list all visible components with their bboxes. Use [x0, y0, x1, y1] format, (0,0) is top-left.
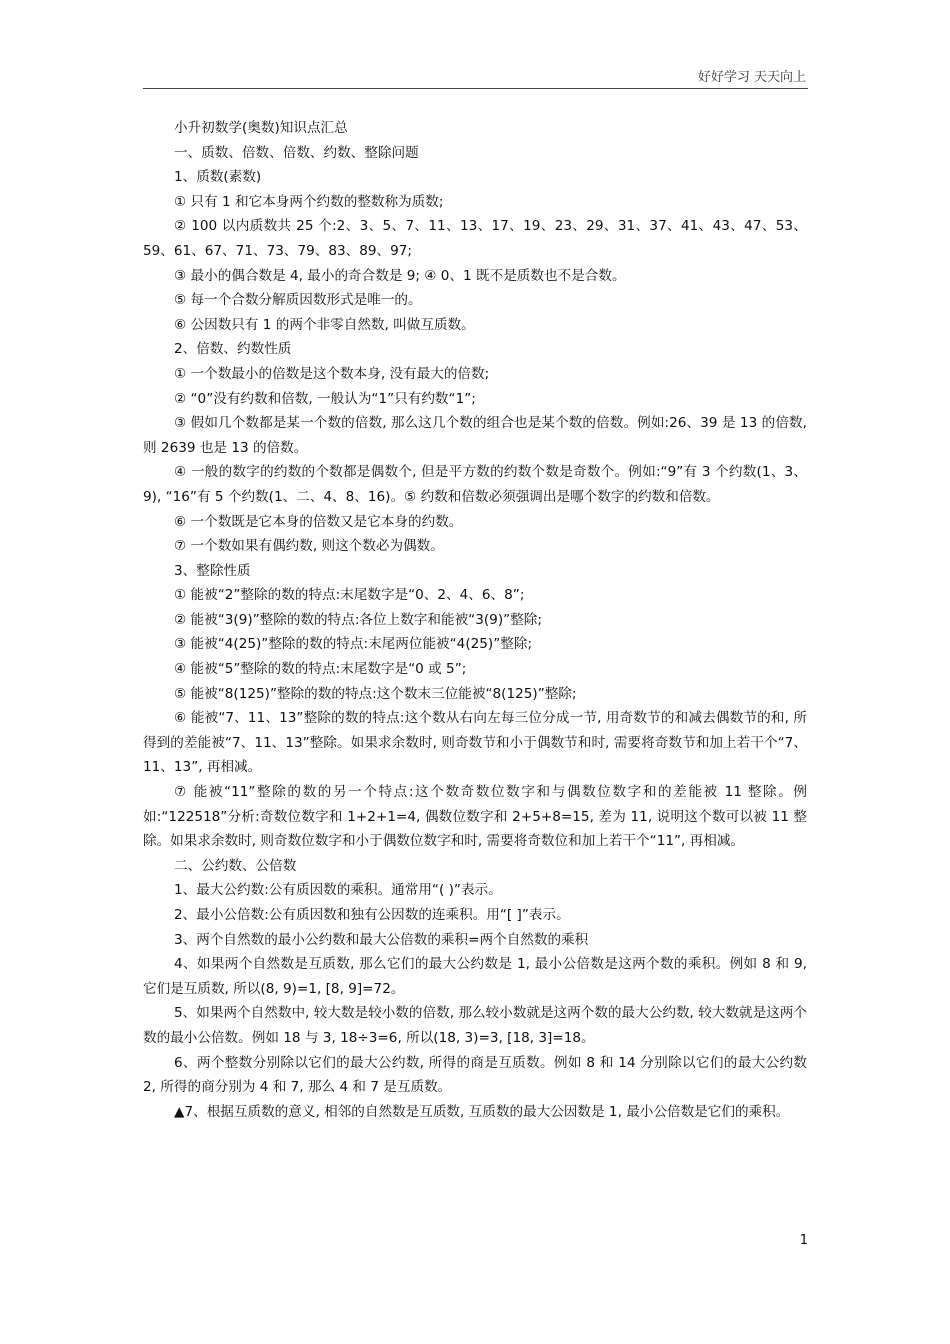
section-heading: 一、质数、倍数、倍数、约数、整除问题 [174, 144, 419, 161]
subsection-heading: 3、整除性质 [174, 562, 251, 579]
paragraph: ② 能被“3(9)”整除的数的特点:各位上数字和能被“3(9)”整除; [174, 611, 542, 628]
paragraph: 1、最大公约数:公有质因数的乘积。通常用“( )”表示。 [174, 882, 502, 899]
paragraph: ① 能被“2”整除的数的特点:末尾数字是“0、2、4、6、8”; [174, 587, 525, 604]
paragraph: ⑤ 能被“8(125)”整除的数的特点:这个数末三位能被“8(125)”整除; [174, 685, 577, 702]
paragraph: ⑥ 能被“7、11、13”整除的数的特点:这个数从右向左每三位分成一节, 用奇数节的和减去偶数节的和, 所得到的差能被“7、11、13”整除。如果求余数时, 则奇数节和小于偶数节和时, 需要将奇数节和加上若干个“7、11、13”, 再相减。 [143, 710, 807, 776]
paragraph: 6、两个整数分别除以它们的最大公约数, 所得的商是互质数。例如 8 和 14 分别除以它们的最大公约数 2, 所得的商分别为 4 和 7, 那么 4 和 7 是互质数。 [143, 1054, 807, 1096]
subsection-heading: 2、倍数、约数性质 [174, 341, 292, 358]
paragraph: ⑦ 一个数如果有偶约数, 则这个数必为偶数。 [174, 538, 444, 555]
paragraph: ⑤ 每一个合数分解质因数形式是唯一的。 [174, 292, 422, 309]
paragraph: ③ 假如几个数都是某一个数的倍数, 那么这几个数的组合也是某个数的倍数。例如:26、39 是 13 的倍数, 则 2639 也是 13 的倍数。 [143, 415, 807, 456]
document-body [143, 116, 807, 1124]
subsection-heading: 1、质数(素数) [174, 169, 262, 186]
paragraph: ② “0”没有约数和倍数, 一般认为“1”只有约数“1”; [174, 390, 476, 407]
paragraph: ① 只有 1 和它本身两个约数的整数称为质数; [174, 193, 444, 210]
paragraph: ① 一个数最小的倍数是这个数本身, 没有最大的倍数; [174, 365, 490, 382]
paragraph: ③ 最小的偶合数是 4, 最小的奇合数是 9; ④ 0、1 既不是质数也不是合数。 [174, 267, 626, 284]
paragraph: ⑦ 能被“11”整除的数的另一个特点:这个数奇数位数字和与偶数位数字和的差能被 11 整除。例如:“122518”分析:奇数位数字和 1+2+1=4, 偶数位数字和 2+5+8=15, 差为 11, 说明这个数可以被 11 整除。如果求余数时, 则奇数位数字和小于偶数位数字和时, 需要将奇数位和加上若干个“11”, 再相减。 [143, 784, 807, 850]
paragraph: ⑥ 一个数既是它本身的倍数又是它本身的约数。 [174, 513, 463, 530]
page-header [143, 62, 808, 89]
section-heading: 二、公约数、公倍数 [174, 857, 297, 874]
doc-title: 小升初数学(奥数)知识点汇总 [174, 120, 348, 136]
paragraph: 4、如果两个自然数是互质数, 那么它们的最大公约数是 1, 最小公倍数是这两个数的乘积。例如 8 和 9, 它们是互质数, 所以(8, 9)=1, [8, 9]=72。 [143, 956, 807, 997]
paragraph: ⑥ 公因数只有 1 的两个非零自然数, 叫做互质数。 [174, 316, 475, 333]
paragraph: 5、如果两个自然数中, 较大数是较小数的倍数, 那么较小数就是这两个数的最大公约数, 较大数就是这两个数的最小公倍数。例如 18 与 3, 18÷3=6, 所以(18, 3)=3, [18, 3]=18。 [143, 1005, 807, 1046]
paragraph: ④ 能被“5”整除的数的特点:末尾数字是“0 或 5”; [174, 661, 467, 678]
paragraph: ④ 一般的数字的约数的个数都是偶数个, 但是平方数的约数个数是奇数个。例如:“9”有 3 个约数(1、3、9), “16”有 5 个约数(1、二、4、8、16)。⑤ 约数和倍数必须强调出是哪个数字的约数和倍数。 [143, 464, 807, 505]
paragraph: ② 100 以内质数共 25 个:2、3、5、7、11、13、17、19、23、29、31、37、41、43、47、53、59、61、67、71、73、79、83、89、97; [143, 218, 807, 259]
paragraph: ▲7、根据互质数的意义, 相邻的自然数是互质数, 互质数的最大公因数是 1, 最小公倍数是它们的乘积。 [174, 1103, 790, 1120]
page-number: 1 [799, 1233, 808, 1248]
header-text: 好好学习 天天向上 [697, 70, 806, 85]
paragraph: ③ 能被“4(25)”整除的数的特点:末尾两位能被“4(25)”整除; [174, 636, 533, 653]
paragraph: 2、最小公倍数:公有质因数和独有公因数的连乘积。用“[ ]”表示。 [174, 907, 570, 923]
paragraph: 3、两个自然数的最小公约数和最大公倍数的乘积=两个自然数的乘积 [174, 931, 589, 948]
